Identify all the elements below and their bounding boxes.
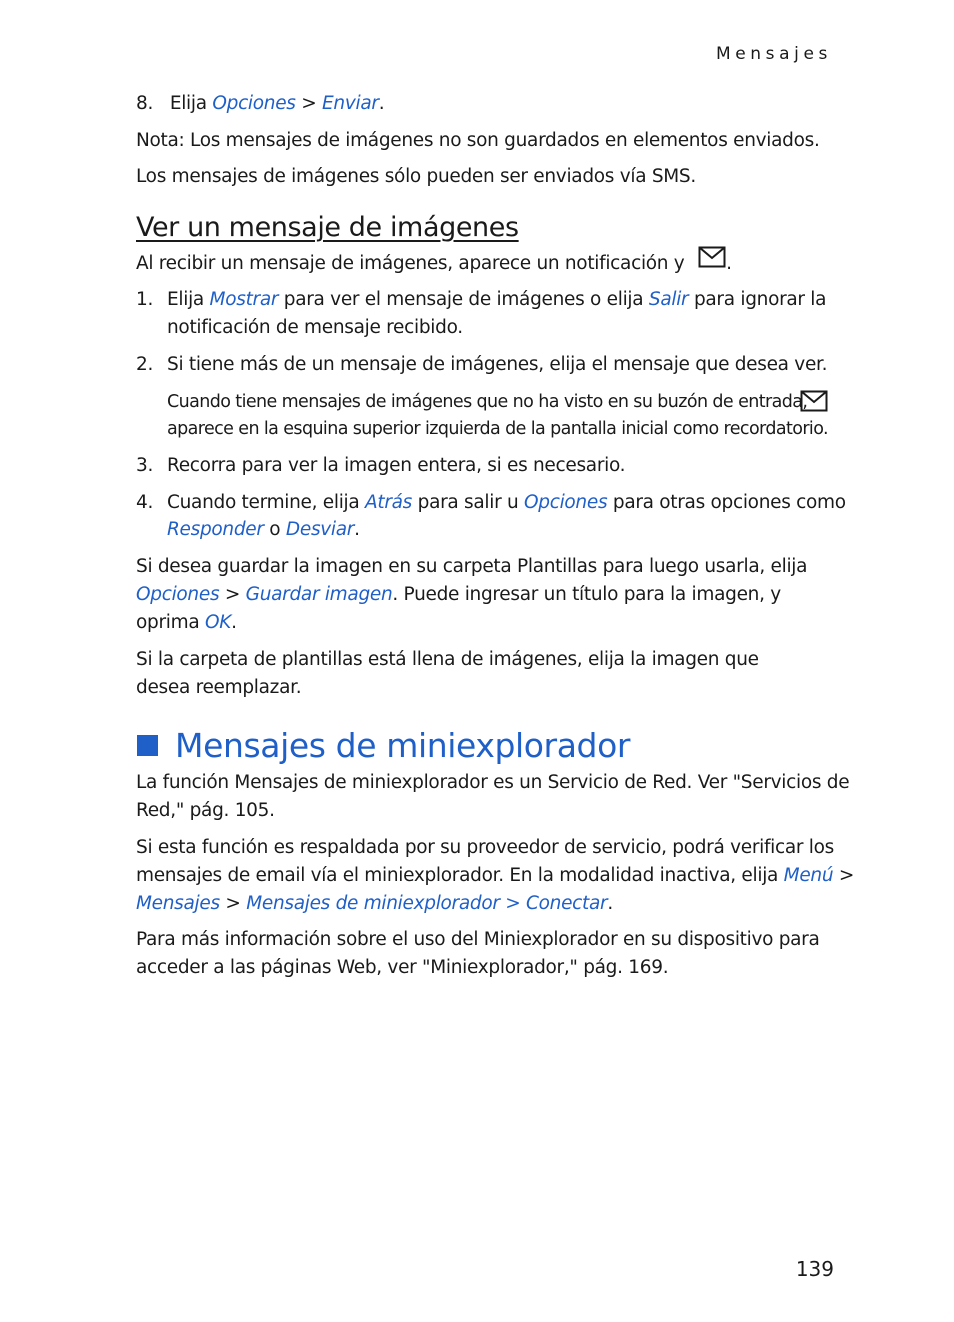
step-2-sub-line-2: aparece en la esquina superior izquierda de la pantalla inicial como recordatorio. xyxy=(167,419,828,439)
mini-p2-line-2: mensajes de email vía el miniexplorador. En la modalidad inactiva, elija Menú > xyxy=(136,865,855,886)
link-mostrar[interactable]: Mostrar xyxy=(209,289,279,310)
step-1-line-1: Elija Mostrar para ver el mensaje de imágenes o elija Salir para ignorar la xyxy=(167,289,827,310)
section-heading-mensajes-miniexplorador: Mensajes de miniexplorador xyxy=(175,726,631,765)
link-mensajes-miniexplorador-conectar[interactable]: Mensajes de miniexplorador > Conectar xyxy=(246,893,608,914)
step-text: Elija xyxy=(169,93,207,114)
separator: > xyxy=(301,93,317,114)
envelope-icon xyxy=(800,390,828,416)
step-3-line-1: Recorra para ver la imagen entera, si es necesario. xyxy=(167,455,626,476)
mini-p2-line-3: Mensajes > Mensajes de miniexplorador > Conectar. xyxy=(136,893,613,914)
step-4-line-1: Cuando termine, elija Atrás para salir u Opciones para otras opciones como xyxy=(167,492,846,513)
step-4-number: 4. xyxy=(136,492,154,513)
link-desviar[interactable]: Desviar xyxy=(285,519,355,540)
para-reemplazar-line-2: desea reemplazar. xyxy=(136,677,302,698)
link-responder[interactable]: Responder xyxy=(167,519,264,540)
section-heading-ver-mensaje: Ver un mensaje de imágenes xyxy=(136,212,519,243)
para-guardar-line-2: Opciones > Guardar imagen. Puede ingresar un título para la imagen, y xyxy=(136,584,781,605)
link-atras[interactable]: Atrás xyxy=(365,492,413,513)
envelope-icon xyxy=(698,246,726,277)
mini-p2-line-1: Si esta función es respaldada por su proveedor de servicio, podrá verificar los xyxy=(136,837,835,858)
mini-p1-line-2: Red," pág. 105. xyxy=(136,800,275,821)
mini-p1-line-1: La función Mensajes de miniexplorador es un Servicio de Red. Ver "Servicios de xyxy=(136,772,850,793)
link-ok[interactable]: OK xyxy=(204,612,232,633)
link-opciones[interactable]: Opciones xyxy=(212,93,296,114)
step-number: 8. xyxy=(136,93,154,114)
link-salir[interactable]: Salir xyxy=(648,289,689,310)
para-guardar-line-1: Si desea guardar la imagen en su carpeta Plantillas para luego usarla, elija xyxy=(136,556,808,577)
link-opciones[interactable]: Opciones xyxy=(524,492,608,513)
section1-intro: Al recibir un mensaje de imágenes, aparece un notificación y . xyxy=(136,250,732,278)
mini-p3-line-1: Para más información sobre el uso del Miniexplorador en su dispositivo para xyxy=(136,929,820,950)
step-1-number: 1. xyxy=(136,289,154,310)
step-2-number: 2. xyxy=(136,354,154,375)
step-2-line-1: Si tiene más de un mensaje de imágenes, elija el mensaje que desea ver. xyxy=(167,354,828,375)
page-number: 139 xyxy=(795,1257,834,1281)
step-3-number: 3. xyxy=(136,455,154,476)
mini-p3-line-2: acceder a las páginas Web, ver "Miniexplorador," pág. 169. xyxy=(136,957,669,978)
running-header: Mensajes xyxy=(715,44,832,64)
link-menu[interactable]: Menú xyxy=(783,865,834,886)
link-guardar-imagen[interactable]: Guardar imagen xyxy=(245,584,393,605)
step-1-line-2: notificación de mensaje recibido. xyxy=(167,317,463,338)
step-2-sub-line-1: Cuando tiene mensajes de imágenes que no ha visto en su buzón de entrada, xyxy=(167,392,808,412)
note-2: Los mensajes de imágenes sólo pueden ser enviados vía SMS. xyxy=(136,166,696,187)
para-guardar-line-3: oprima OK. xyxy=(136,612,237,633)
para-reemplazar-line-1: Si la carpeta de plantillas está llena de imágenes, elija la imagen que xyxy=(136,649,759,670)
note-1: Nota: Los mensajes de imágenes no son guardados en elementos enviados. xyxy=(136,130,820,151)
section-marker-square xyxy=(137,735,158,756)
link-enviar[interactable]: Enviar xyxy=(322,93,379,114)
step-8: 8. Elija Opciones > Enviar. xyxy=(136,93,385,114)
link-mensajes[interactable]: Mensajes xyxy=(136,893,220,914)
step-4-line-2: Responder o Desviar. xyxy=(167,519,360,540)
link-opciones[interactable]: Opciones xyxy=(136,584,220,605)
